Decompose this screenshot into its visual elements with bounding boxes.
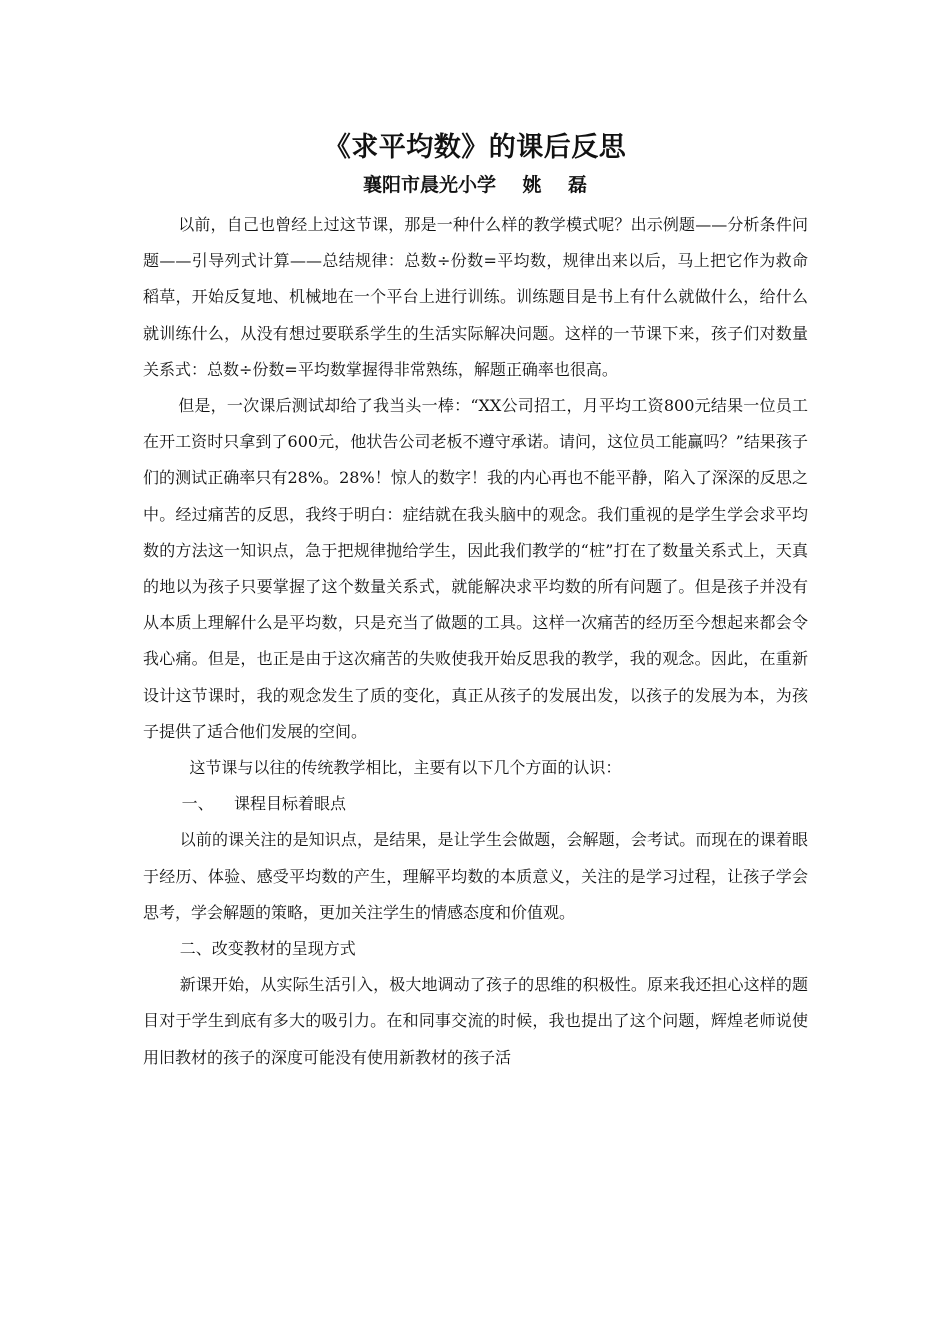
paragraph-intro: 以前，自己也曾经上过这节课，那是一种什么样的教学模式呢？出示例题——分析条件问题——引导列式计算——总结规律：总数÷份数=平均数，规律出来以后，马上把它作为救命稻草，开始反复地、机械地在一个平台上进行训练。训练题目是书上有什么就做什么，给什么就训练什么，从没有想过要联系学生的生活实际解决问题。这样的一节课下来，孩子们对数量关系式：总数÷份数=平均数掌握得非常熟练，解题正确率也很高。: [143, 215, 808, 379]
section-heading-1: 一、 课程目标着眼点: [176, 794, 347, 814]
section-1-paragraph: 以前的课关注的是知识点，是结果，是让学生会做题，会解题，会考试。而现在的课着眼于经历、体验、感受平均数的产生，理解平均数的本质意义，关注的是学习过程，让孩子学会思考，学会解题的策略，更加关注学生的情感态度和价值观。: [143, 830, 808, 922]
author-line: 襄阳市晨光小学 姚 磊: [363, 174, 587, 196]
section-2-paragraph: 新课开始，从实际生活引入，极大地调动了孩子的思维的积极性。原来我还担心这样的题目对于学生到底有多大的吸引力。在和同事交流的时候，我也提出了这个问题，辉煌老师说使用旧教材的孩子的深度可能没有使用新教材的孩子活: [143, 975, 808, 1067]
document-title: 《求平均数》的课后反思: [323, 132, 627, 163]
paragraph-reflection: 但是，一次课后测试却给了我当头一棒：“XX公司招工，月平均工资800元结果一位员工在开工资时只拿到了600元，他状告公司老板不遵守承诺。请问，这位员工能赢吗？”结果孩子们的测试正确率只有28%。28%！惊人的数字！我的内心再也不能平静，陷入了深深的反思之中。经过痛苦的反思，我终于明白：症结就在我头脑中的观念。我们重视的是学生学会求平均数的方法这一知识点，急于把规律抛给学生，因此我们教学的“桩”打在了数量关系式上，天真的地以为孩子只要掌握了这个数量关系式，就能解决求平均数的所有问题了。但是孩子并没有从本质上理解什么是平均数，只是充当了做题的工具。这样一次痛苦的经历至今想起来都会令我心痛。但是，也正是由于这次痛苦的失败使我开始反思我的教学，我的观念。因此，在重新设计这节课时，我的观念发生了质的变化，真正从孩子的发展出发，以孩子的发展为本，为孩子提供了适合他们发展的空间。: [143, 396, 808, 741]
paragraph-summary: 这节课与以往的传统教学相比，主要有以下几个方面的认识：: [189, 758, 622, 778]
section-heading-2: 二、改变教材的呈现方式: [179, 939, 356, 959]
document-body: [143, 207, 808, 1076]
